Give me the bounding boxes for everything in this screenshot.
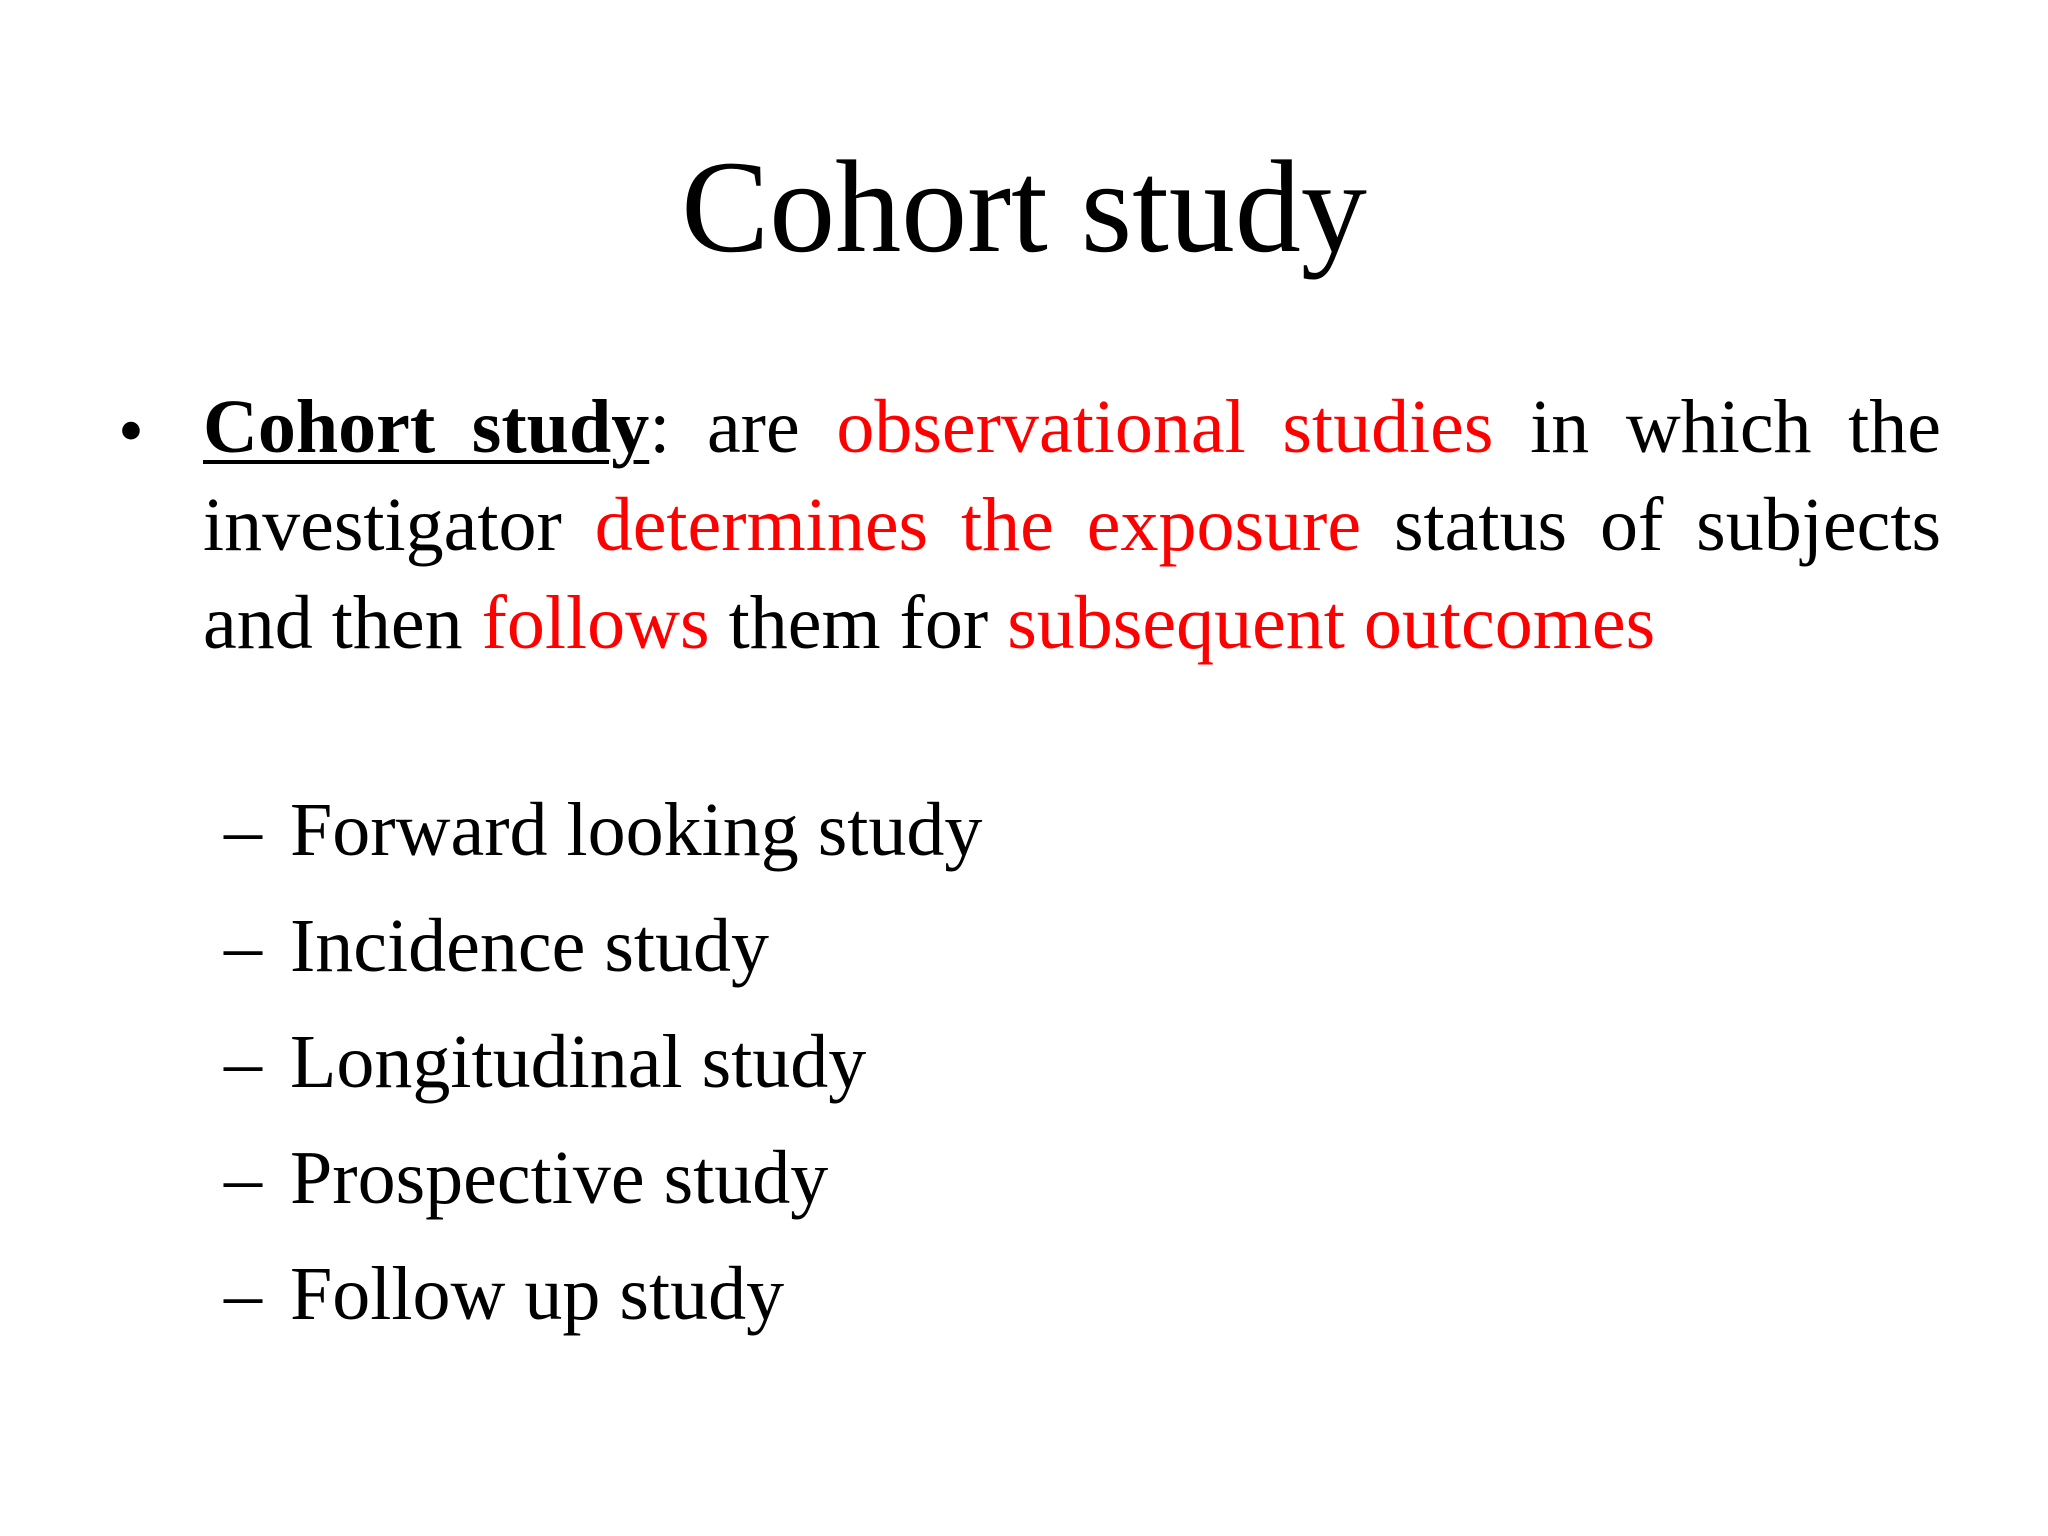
- highlight-follows: follows: [481, 581, 710, 665]
- definition-paragraph: [203, 378, 1941, 672]
- dash-marker: –: [224, 788, 262, 872]
- definition-text-2: in which the investigator: [203, 385, 1942, 567]
- list-item: [224, 772, 982, 888]
- synonym-text: Forward looking study: [290, 788, 983, 872]
- slide-title: Cohort study: [681, 133, 1367, 280]
- synonym-text: Prospective study: [290, 1136, 829, 1220]
- defined-term: Cohort study: [203, 385, 650, 469]
- synonym-list: [224, 772, 982, 1352]
- synonym-text: Incidence study: [290, 904, 770, 988]
- dash-marker: –: [224, 1252, 262, 1336]
- highlight-subsequent-outcomes: subsequent outcomes: [1007, 581, 1656, 665]
- list-item: [224, 1236, 982, 1352]
- definition-text-3: status of subjects and then: [203, 483, 1942, 665]
- definition-text-1: are: [706, 385, 800, 469]
- synonym-text: Follow up study: [290, 1252, 785, 1336]
- term-colon: :: [649, 385, 671, 469]
- dash-marker: –: [224, 1136, 262, 1220]
- highlight-determines-exposure: determines the exposure: [594, 483, 1362, 567]
- synonym-text: Longitudinal study: [290, 1020, 867, 1104]
- list-item: [224, 1004, 982, 1120]
- list-item: [224, 888, 982, 1004]
- list-item: [224, 1120, 982, 1236]
- dash-marker: –: [224, 1020, 262, 1104]
- highlight-observational-studies: observational studies: [836, 385, 1494, 469]
- dash-marker: –: [224, 904, 262, 988]
- definition-text-4: them for: [728, 581, 989, 665]
- bullet-marker: •: [118, 390, 144, 472]
